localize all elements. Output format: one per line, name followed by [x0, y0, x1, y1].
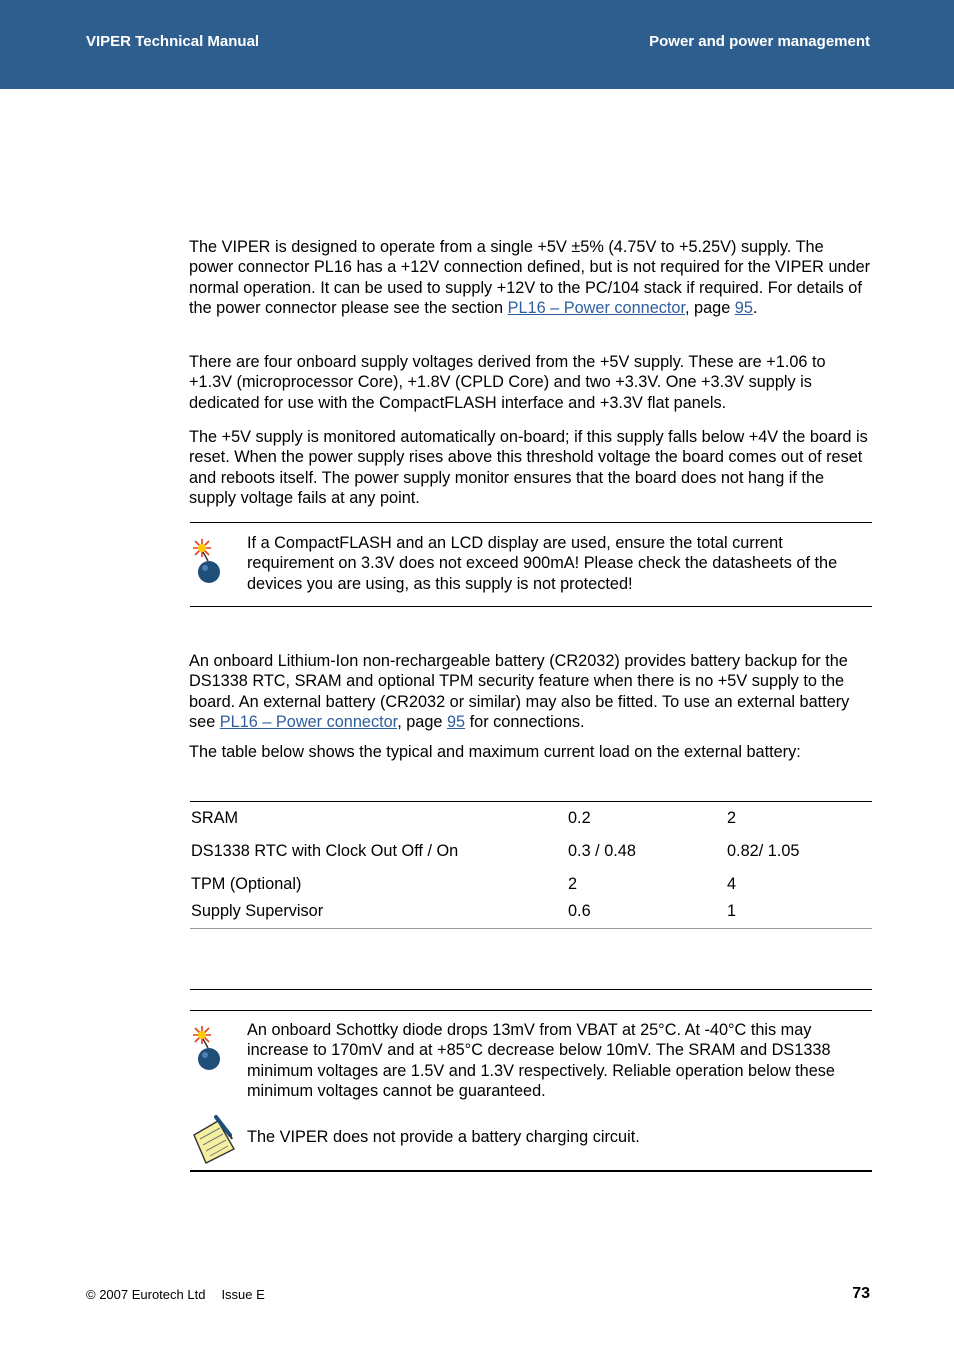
section-divider-rule: [190, 989, 872, 990]
table-row: [191, 842, 872, 864]
bomb-icon: [190, 1022, 224, 1077]
period-text: .: [752, 298, 758, 317]
table-row: [191, 875, 872, 897]
table-cell-component: Supply Supervisor: [191, 902, 324, 920]
table-cell-typical: 0.3 / 0.48: [568, 842, 636, 860]
table-cell-typical: 0.2: [568, 809, 591, 827]
warning-top-rule: [190, 1010, 872, 1011]
header-section-title: Power and power management: [649, 33, 870, 50]
connections-text: for connections.: [465, 712, 585, 731]
note-pen-icon: [190, 1115, 240, 1172]
note-text-charging: The VIPER does not provide a battery charging circuit.: [247, 1128, 640, 1146]
table-cell-component: TPM (Optional): [191, 875, 302, 893]
footer-info: [86, 1287, 265, 1302]
table-cell-maximum: 1: [727, 902, 737, 920]
warning-top-rule: [190, 522, 872, 523]
table-top-rule: [190, 801, 872, 802]
supply-voltages-paragraph: There are four onboard supply voltages derived from the +5V supply. These are +1.06 to +1.3V (microprocessor Core), +1.8V (CPLD Core) and two +3.3V. One +3.3V supply is dedicated for use with the CompactFLASH interface and +3.3V flat panels.: [189, 353, 826, 412]
power-intro-text: The VIPER is designed to operate from a single +5V ±5% (4.75V to +5.25V) supply. The power connector PL16 has a +12V connection defined, but is not required for the VIPER under normal operation. It can be used to supply +12V to the PC/104 stack if required. For details of the power connector please see the section: [189, 238, 871, 317]
table-cell-typical: 2: [568, 875, 578, 893]
warning-bottom-rule: [190, 606, 872, 607]
warning-text-schottky: An onboard Schottky diode drops 13mV from VBAT at 25°C. At -40°C this may increase to 170mV and at +85°C decrease below 10mV. The SRAM and DS1338 minimum voltages are 1.5V and 1.3V respectively. Reliable operation below these minimum voltages cannot be guaranteed.: [247, 1021, 835, 1100]
page-prefix-text: , page: [397, 712, 447, 731]
table-cell-component: SRAM: [191, 809, 239, 827]
note-bottom-rule: [190, 1170, 872, 1172]
page-95-link[interactable]: 95: [446, 712, 466, 731]
table-row: [191, 809, 872, 831]
page-number: 73: [852, 1285, 870, 1302]
table-row: [191, 902, 872, 924]
table-cell-component: DS1338 RTC with Clock Out Off / On: [191, 842, 459, 860]
battery-text: An onboard Lithium-Ion non-rechargeable battery (CR2032) provides battery backup for the DS1338 RTC, SRAM and optional TPM security feature when there is no +5V supply to the board. An external battery (CR2032 or similar) may also be fitted. To use an external battery see: [189, 652, 850, 731]
bomb-icon: [190, 535, 224, 590]
header-manual-title: VIPER Technical Manual: [86, 33, 260, 50]
table-bottom-rule: [190, 928, 872, 929]
supply-monitor-paragraph: The +5V supply is monitored automatically on-board; if this supply falls below +4V the board is reset. When the power supply rises above this threshold voltage the board comes out of reset and reboots itself. The power supply monitor ensures that the board does not hang if the supply voltage fails at any point.: [189, 428, 868, 507]
page-header: [0, 0, 954, 89]
footer-issue: Issue E: [221, 1287, 265, 1302]
pl16-power-connector-link[interactable]: PL16 – Power connector: [219, 712, 398, 731]
battery-paragraph: [189, 651, 871, 732]
warning-text-compactflash: If a CompactFLASH and an LCD display are used, ensure the total current requirement on 3.3V does not exceed 900mA! Please check the datasheets of the devices you are using, as this supply is not protected!: [247, 534, 838, 593]
table-cell-typical: 0.6: [568, 902, 591, 920]
page-prefix-text: , page: [685, 298, 735, 317]
table-intro-paragraph: The table below shows the typical and maximum current load on the external battery:: [189, 743, 801, 761]
table-cell-maximum: 4: [727, 875, 737, 893]
table-cell-maximum: 2: [727, 809, 737, 827]
power-intro-paragraph: [189, 237, 871, 318]
pl16-power-connector-link[interactable]: PL16 – Power connector: [507, 298, 685, 317]
page-95-link[interactable]: 95: [734, 298, 753, 317]
table-cell-maximum: 0.82/ 1.05: [727, 842, 800, 860]
footer-copyright: © 2007 Eurotech Ltd: [86, 1287, 206, 1302]
